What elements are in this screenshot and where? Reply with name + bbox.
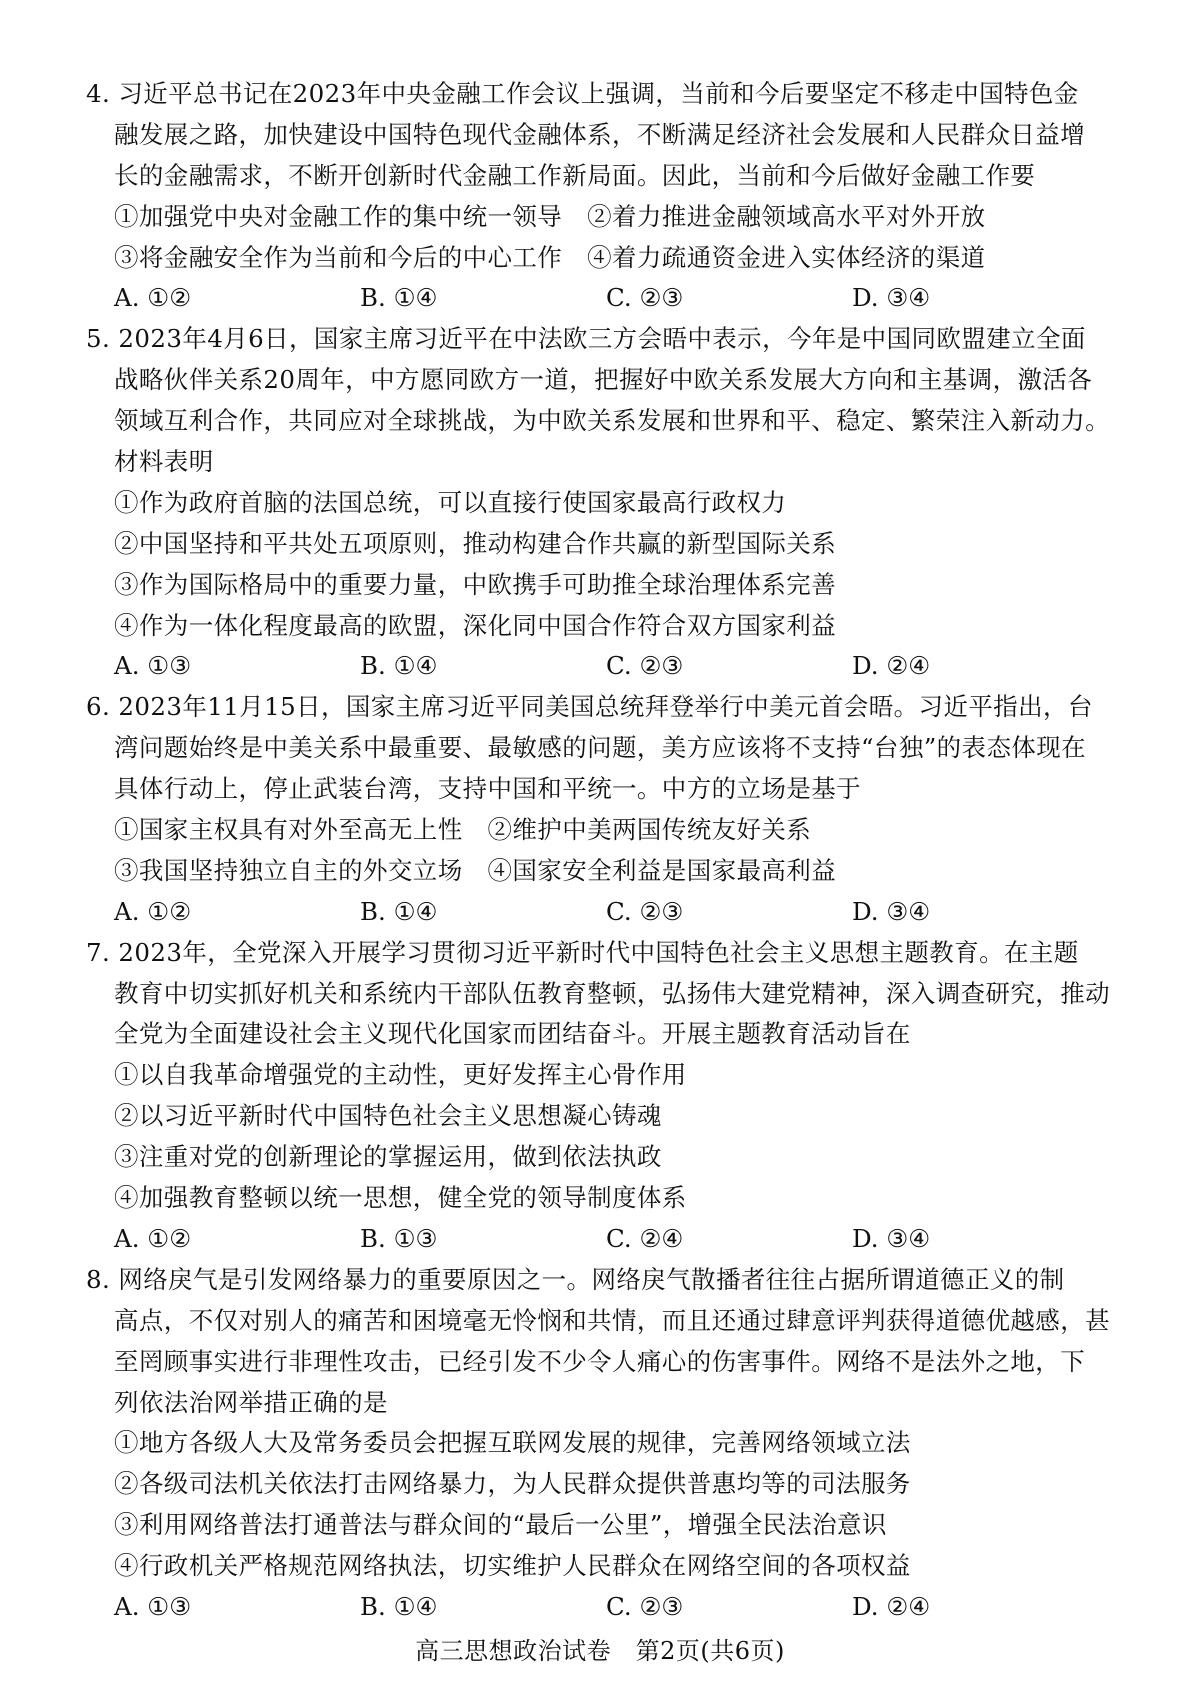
question-stem-line: 高点，不仅对别人的痛苦和困境毫无怜悯和共情，而且还通过肆意评判获得道德优越感，甚 xyxy=(114,1305,1110,1335)
answer-choice-b: B. ①④ xyxy=(360,896,438,926)
answer-choices xyxy=(86,646,1112,687)
answer-choice-c: C. ②③ xyxy=(606,651,684,681)
option-line: ①地方各级人大及常务委员会把握互联网发展的规律，完善网络领域立法 xyxy=(114,1428,911,1458)
answer-choice-d: D. ③④ xyxy=(852,283,931,313)
exam-page xyxy=(86,74,1112,1628)
question-stem-line: 全党为全面建设社会主义现代化国家而团结奋斗。开展主题教育活动旨在 xyxy=(114,1019,911,1049)
question-stem-line: 4. 习近平总书记在2023年中央金融工作会议上强调，当前和今后要坚定不移走中国特色金 xyxy=(86,79,1079,108)
answer-choice-c: C. ②③ xyxy=(606,896,684,926)
question-7 xyxy=(86,933,1112,1260)
option-line: ③我国坚持独立自主的外交立场 ④国家安全利益是国家最高利益 xyxy=(114,855,837,885)
question-4 xyxy=(86,74,1112,319)
question-8 xyxy=(86,1260,1112,1628)
answer-choice-c: C. ②③ xyxy=(606,1591,684,1621)
question-stem-line: 列依法治网举措正确的是 xyxy=(114,1387,388,1417)
answer-choice-b: B. ①④ xyxy=(360,1591,438,1621)
option-line: ③将金融安全作为当前和今后的中心工作 ④着力疏通资金进入实体经济的渠道 xyxy=(114,242,986,272)
option-line: ③注重对党的创新理论的掌握运用，做到依法执政 xyxy=(114,1142,662,1172)
answer-choice-d: D. ③④ xyxy=(852,896,931,926)
question-stem-line: 7. 2023年，全党深入开展学习贯彻习近平新时代中国特色社会主义思想主题教育。在主题 xyxy=(86,937,1079,967)
answer-choice-a: A. ①② xyxy=(114,896,192,926)
question-stem-line: 领域互利合作，共同应对全球挑战，为中欧关系发展和世界和平、稳定、繁荣注入新动力。 xyxy=(114,406,1110,436)
option-line: ②各级司法机关依法打击网络暴力，为人民群众提供普惠均等的司法服务 xyxy=(114,1469,911,1499)
question-stem-line: 教育中切实抓好机关和系统内干部队伍教育整顿，弘扬伟大建党精神，深入调查研究，推动 xyxy=(114,978,1110,1008)
option-line: ③利用网络普法打通普法与群众间的“最后一公里”，增强全民法治意识 xyxy=(114,1510,887,1540)
question-stem-line: 至罔顾事实进行非理性攻击，已经引发不少令人痛心的伤害事件。网络不是法外之地，下 xyxy=(114,1346,1086,1376)
answer-choice-b: B. ①④ xyxy=(360,283,438,313)
answer-choice-c: C. ②④ xyxy=(606,1223,684,1253)
question-6 xyxy=(86,687,1112,932)
answer-choices xyxy=(86,892,1112,933)
answer-choice-c: C. ②③ xyxy=(606,283,684,313)
answer-choices xyxy=(86,1587,1112,1628)
option-line: ④加强教育整顿以统一思想，健全党的领导制度体系 xyxy=(114,1183,687,1213)
option-line: ①以自我革命增强党的主动性，更好发挥主心骨作用 xyxy=(114,1060,687,1090)
question-stem-line: 战略伙伴关系20周年，中方愿同欧方一道，把握好中欧关系发展大方向和主基调，激活各 xyxy=(114,365,1093,395)
answer-choice-a: A. ①② xyxy=(114,1223,192,1253)
option-line: ②以习近平新时代中国特色社会主义思想凝心铸魂 xyxy=(114,1101,662,1131)
answer-choice-d: D. ③④ xyxy=(852,1223,931,1253)
question-stem-line: 融发展之路，加快建设中国特色现代金融体系，不断满足经济社会发展和人民群众日益增 xyxy=(114,119,1086,149)
question-5 xyxy=(86,319,1112,687)
question-stem-line: 湾问题始终是中美关系中最重要、最敏感的问题，美方应该将不支持“台独”的表态体现在 xyxy=(114,733,1087,763)
answer-choice-d: D. ②④ xyxy=(852,651,931,681)
option-line: ①国家主权具有对外至高无上性 ②维护中美两国传统友好关系 xyxy=(114,815,812,845)
question-stem-line: 材料表明 xyxy=(114,447,214,477)
page-footer: 高三思想政治试卷 第2页(共6页) xyxy=(415,1637,785,1665)
option-line: ②中国坚持和平共处五项原则，推动构建合作共赢的新型国际关系 xyxy=(114,528,837,558)
answer-choice-a: A. ①② xyxy=(114,283,192,313)
answer-choice-d: D. ②④ xyxy=(852,1591,931,1621)
option-line: ③作为国际格局中的重要力量，中欧携手可助推全球治理体系完善 xyxy=(114,569,837,599)
question-stem-line: 长的金融需求，不断开创新时代金融工作新局面。因此，当前和今后做好金融工作要 xyxy=(114,160,1036,190)
option-line: ①加强党中央对金融工作的集中统一领导 ②着力推进金融领域高水平对外开放 xyxy=(114,201,986,231)
option-line: ④作为一体化程度最高的欧盟，深化同中国合作符合双方国家利益 xyxy=(114,610,837,640)
question-stem-line: 5. 2023年4月6日，国家主席习近平在中法欧三方会晤中表示，今年是中国同欧盟建立全面 xyxy=(86,324,1086,354)
option-line: ④行政机关严格规范网络执法，切实维护人民群众在网络空间的各项权益 xyxy=(114,1551,911,1581)
question-stem-line: 8. 网络戾气是引发网络暴力的重要原因之一。网络戾气散播者往往占据所谓道德正义的制 xyxy=(86,1264,1065,1294)
option-line: ①作为政府首脑的法国总统，可以直接行使国家最高行政权力 xyxy=(114,487,787,517)
question-stem-line: 具体行动上，停止武装台湾，支持中国和平统一。中方的立场是基于 xyxy=(114,774,861,804)
question-stem-line: 6. 2023年11月15日，国家主席习近平同美国总统拜登举行中美元首会晤。习近平指出，台 xyxy=(86,692,1093,722)
answer-choices xyxy=(86,278,1112,319)
answer-choice-b: B. ①③ xyxy=(360,1223,438,1253)
answer-choice-b: B. ①④ xyxy=(360,651,438,681)
answer-choice-a: A. ①③ xyxy=(114,1591,192,1621)
answer-choice-a: A. ①③ xyxy=(114,651,192,681)
answer-choices xyxy=(86,1219,1112,1260)
